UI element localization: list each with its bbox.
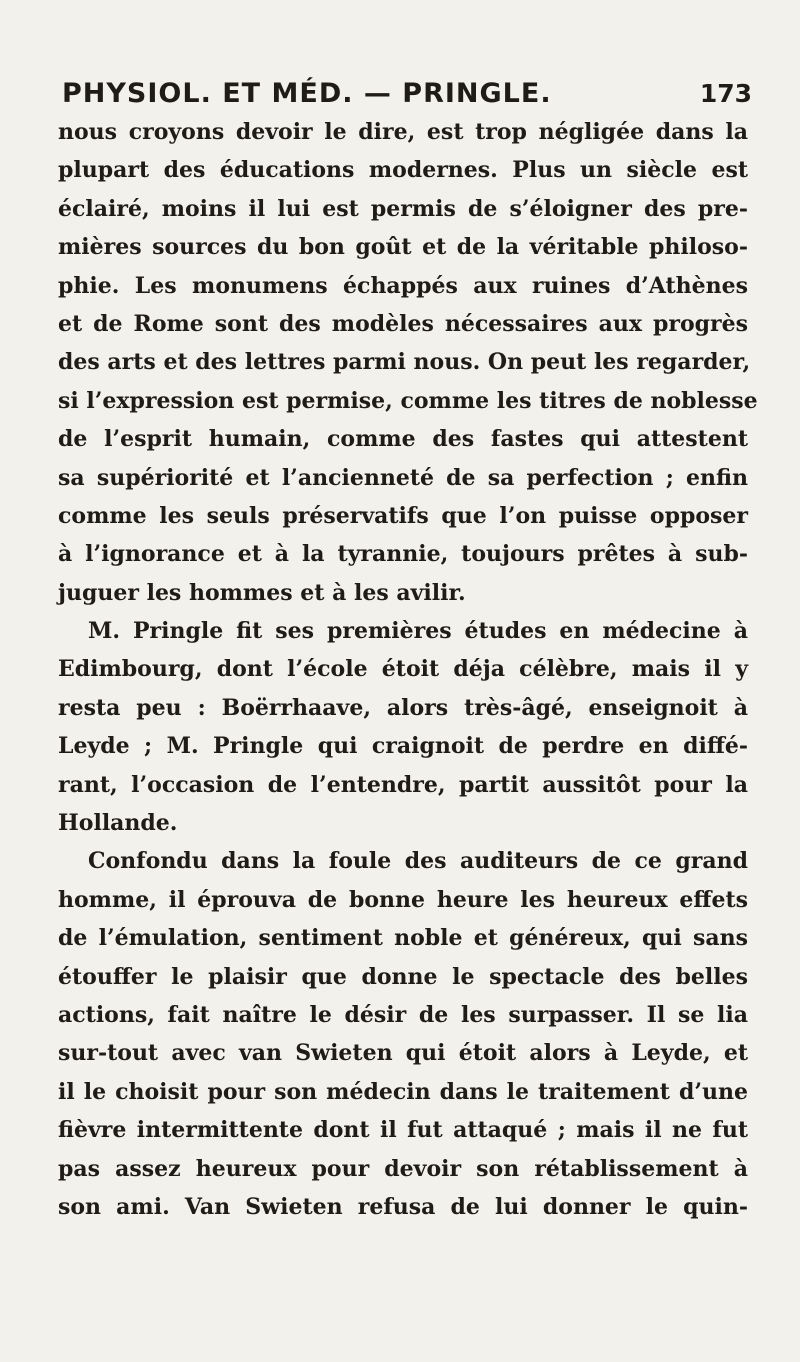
text-line: actions, fait naître le désir de les surpasser. Il se lia (58, 1001, 748, 1028)
text-line: pas assez heureux pour devoir son rétablissement à (58, 1155, 748, 1182)
text-line: phie. Les monumens échappés aux ruines d’Athènes (58, 272, 748, 299)
book-page (58, 78, 758, 1226)
text-line: mières sources du bon goût et de la véritable philoso- (58, 234, 748, 261)
text-line: à l’ignorance et à la tyrannie, toujours prêtes à sub- (58, 541, 748, 568)
text-line: Confondu dans la foule des auditeurs de ce grand (88, 848, 748, 875)
text-line: Hollande. (58, 810, 178, 837)
text-line: de l’esprit humain, comme des fastes qui attestent (58, 426, 748, 453)
text-line: son ami. Van Swieten refusa de lui donner le quin- (58, 1193, 748, 1220)
text-line: de l’émulation, sentiment noble et généreux, qui sans (58, 925, 748, 952)
text-line: M. Pringle fit ses premières études en médecine à (88, 618, 748, 645)
running-header (62, 78, 752, 109)
text-line: plupart des éducations modernes. Plus un siècle est (58, 157, 748, 184)
text-line: homme, il éprouva de bonne heure les heureux effets (58, 886, 748, 913)
text-line: sur-tout avec van Swieten qui étoit alors à Leyde, et (58, 1040, 748, 1067)
text-line: éclairé, moins il lui est permis de s’éloigner des pre- (58, 195, 748, 222)
text-line: nous croyons devoir le dire, est trop négligée dans la (58, 119, 748, 145)
text-line: si l’expression est permise, comme les titres de noblesse (58, 387, 758, 414)
text-line: Leyde ; M. Pringle qui craignoit de perdre en diffé- (58, 733, 748, 760)
text-line: fièvre intermittente dont il fut attaqué ; mais il ne fut (58, 1117, 748, 1144)
text-line: il le choisit pour son médecin dans le traitement d’une (58, 1078, 748, 1105)
body-text (58, 113, 758, 1226)
text-line: Edimbourg, dont l’école étoit déja célèbre, mais il y (58, 656, 748, 683)
text-line: rant, l’occasion de l’entendre, partit aussitôt pour la (58, 771, 748, 798)
running-title: PHYSIOL. ET MÉD. — PRINGLE. (62, 78, 552, 109)
text-line: juguer les hommes et à les avilir. (58, 579, 466, 606)
text-line: comme les seuls préservatifs que l’on puisse opposer (58, 502, 748, 529)
text-line: sa supériorité et l’ancienneté de sa perfection ; enfin (58, 464, 748, 491)
text-line: resta peu : Boërrhaave, alors très-âgé, enseignoit à (58, 694, 748, 721)
text-line: étouffer le plaisir que donne le spectacle des belles (58, 963, 748, 990)
page-number: 173 (699, 79, 752, 108)
text-line: et de Rome sont des modèles nécessaires aux progrès (58, 310, 748, 337)
text-line: des arts et des lettres parmi nous. On peut les regarder, (58, 349, 751, 376)
